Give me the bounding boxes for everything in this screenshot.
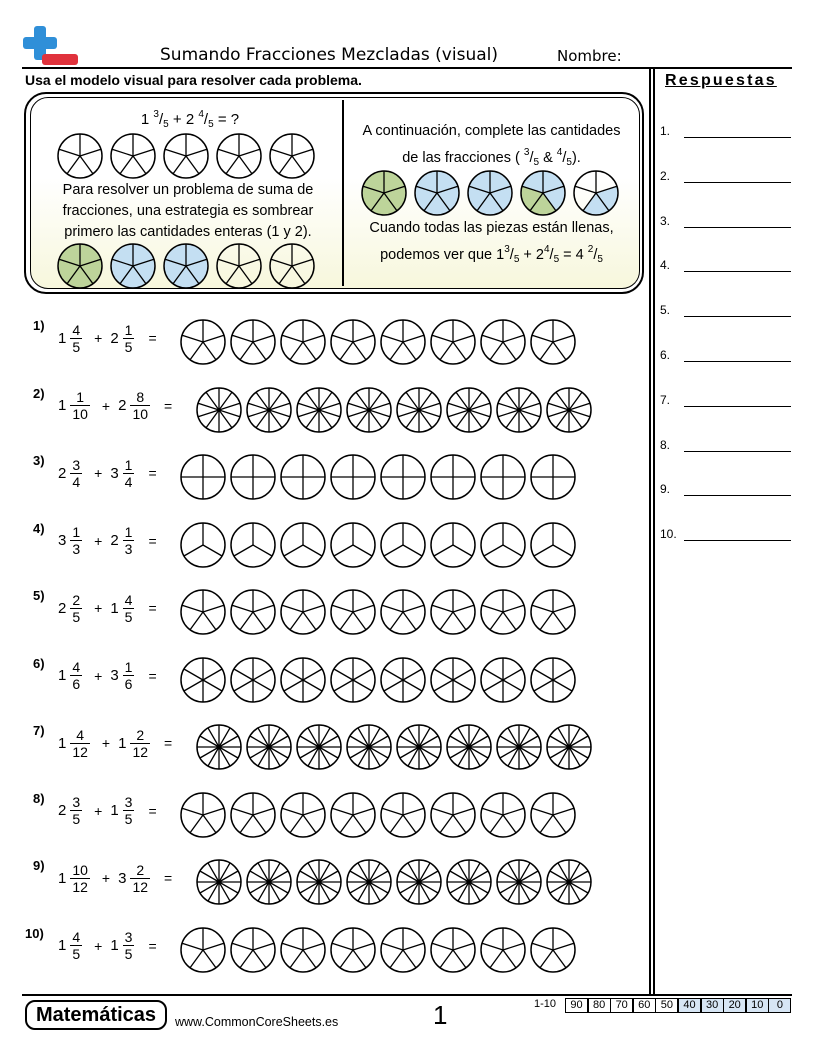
whole-number: 1: [58, 734, 67, 752]
fraction: [70, 322, 82, 355]
fraction: [123, 794, 135, 827]
fraction-circle: [431, 793, 475, 837]
fraction-circle: [331, 793, 375, 837]
fraction-circle: [217, 134, 261, 178]
problem-number: 5): [33, 588, 45, 603]
fraction-circle: [431, 523, 475, 567]
numerator: 4: [72, 929, 81, 945]
fraction-circle: [381, 590, 425, 634]
whole-number: 2: [118, 397, 127, 414]
whole-number: 1: [110, 599, 119, 617]
plus-sign: +: [94, 667, 103, 684]
answer-line[interactable]: [684, 316, 791, 317]
problem-number: 10): [25, 925, 44, 941]
fraction: [123, 659, 135, 692]
fraction-circle: [281, 523, 325, 567]
equals-sign: =: [148, 600, 157, 616]
fraction-circle: [247, 725, 291, 769]
fraction-circle: [531, 320, 575, 364]
denominator: 5: [124, 338, 133, 355]
fraction: [130, 389, 150, 422]
answer-line[interactable]: [684, 137, 791, 138]
whole-number: 1: [58, 329, 67, 347]
answer-line[interactable]: [684, 406, 791, 407]
example-conclusion: [344, 218, 639, 270]
denominator: 12: [132, 743, 149, 760]
fraction-circle: [481, 928, 525, 972]
answer-label: 1.: [660, 124, 671, 138]
worksheet-title: Sumando Fracciones Mezcladas (visual): [160, 45, 498, 65]
problem-number: 2): [33, 385, 45, 401]
whole-number: 1: [58, 869, 67, 887]
answer-label: 2.: [660, 168, 671, 183]
fraction-circle: [347, 860, 391, 904]
denominator: 5: [124, 811, 133, 827]
denominator: 6: [124, 676, 133, 692]
answer-label: 5.: [660, 303, 671, 318]
example-left-text: [38, 180, 338, 243]
score-cell: 30: [701, 998, 724, 1013]
fraction: [123, 524, 135, 557]
fraction-circle: [181, 793, 225, 837]
answer-line[interactable]: [684, 227, 791, 228]
fraction-circles-row: [196, 724, 598, 770]
equals-sign: =: [148, 937, 157, 954]
fraction: [70, 389, 90, 422]
fraction-circle: [281, 320, 325, 364]
plus-sign: +: [94, 600, 103, 616]
fraction-circle: [531, 793, 575, 837]
answer-line[interactable]: [684, 271, 791, 272]
whole-number: 2: [110, 329, 119, 347]
score-cell: 10: [746, 998, 769, 1013]
fraction-circle: [531, 523, 575, 567]
denominator: 5: [124, 946, 133, 962]
whole-number: 3: [58, 532, 67, 549]
answer-label: 6.: [660, 348, 671, 362]
numerator: 4: [72, 321, 81, 338]
fraction-circle: [281, 928, 325, 972]
fraction-circles-row: [180, 522, 582, 568]
fraction-circle: [447, 725, 491, 769]
fraction-circle: [447, 388, 491, 432]
plus-sign: +: [94, 465, 103, 481]
fraction-circle: [431, 928, 475, 972]
fraction-circle: [397, 725, 441, 769]
fraction-circles-row: [180, 927, 582, 973]
numerator: 3: [72, 794, 81, 810]
problem-expression: [58, 588, 161, 628]
fraction-circle: [181, 590, 225, 634]
score-cell: 40: [678, 998, 701, 1013]
fraction-circles-row: [180, 319, 582, 365]
fraction: [130, 727, 150, 760]
fraction-circle: [197, 860, 241, 904]
fraction-circle: [331, 928, 375, 972]
plus-sign: +: [94, 802, 103, 819]
fraction-circle: [231, 793, 275, 837]
fraction: [70, 862, 90, 895]
problem-expression: [58, 521, 161, 561]
fraction-circle: [531, 590, 575, 634]
fraction-circle: [281, 793, 325, 837]
fraction-circle: [397, 860, 441, 904]
fraction-circle: [297, 860, 341, 904]
example-problem: 1 $^3/_5 + 2$ $^4/_5$ = ?: [140, 109, 240, 130]
fraction-circle: [547, 725, 591, 769]
problem-expression: [58, 318, 161, 358]
whole-number: 1: [58, 667, 67, 684]
score-cell: 80: [588, 998, 611, 1013]
denominator: 12: [72, 878, 88, 895]
fraction-circle: [197, 388, 241, 432]
fraction-circle: [281, 455, 325, 499]
problem-expression: [58, 453, 161, 493]
whole-number: 2: [58, 802, 67, 819]
answer-column-divider: [649, 67, 651, 996]
fraction-circle: [381, 793, 425, 837]
header-rule: [22, 67, 792, 69]
fraction-circles-row: [180, 589, 582, 635]
denominator: 6: [72, 676, 81, 692]
fraction-circle: [181, 928, 225, 972]
example-right-line: de las fracciones ( $^3/_5$ & $^4/_5$).: [402, 147, 581, 168]
whole-number: 2: [110, 532, 119, 549]
fraction: [70, 592, 82, 625]
fraction: [70, 659, 82, 692]
fraction-circle: [181, 320, 225, 364]
fraction-circle: [58, 134, 102, 178]
fraction-circles-row: [196, 859, 598, 905]
fraction-circle: [247, 388, 291, 432]
fraction-circle: [574, 171, 618, 215]
problem-number: 1): [33, 318, 45, 333]
answer-label: 3.: [660, 213, 671, 228]
whole-number: 1: [118, 734, 127, 752]
fraction-circle: [197, 725, 241, 769]
whole-number: 1: [110, 937, 119, 954]
score-cell: 50: [655, 998, 678, 1013]
fraction-circle: [431, 658, 475, 702]
plus-sign: +: [101, 397, 111, 414]
equals-sign: =: [148, 465, 157, 481]
denominator: 5: [72, 338, 81, 355]
answer-line[interactable]: [684, 182, 791, 183]
fraction-circle: [331, 320, 375, 364]
fraction-circles-row: [180, 792, 582, 838]
problem-number: 3): [33, 453, 45, 468]
fraction-circle: [481, 658, 525, 702]
denominator: 12: [72, 743, 88, 760]
fraction-circle: [270, 134, 314, 178]
plus-sign: +: [94, 937, 103, 954]
score-cell: 0: [768, 998, 791, 1013]
page-number: 1: [433, 1000, 448, 1030]
fraction: [123, 592, 135, 625]
fraction-circle: [247, 860, 291, 904]
problem-number: 9): [33, 858, 45, 873]
numerator: 10: [72, 861, 88, 878]
denominator: 10: [132, 406, 149, 422]
score-cell: 60: [633, 998, 656, 1013]
fraction-circle: [231, 928, 275, 972]
numerator: 3: [124, 929, 133, 945]
fraction-circle: [331, 590, 375, 634]
score-cell: 20: [723, 998, 746, 1013]
equals-sign: =: [148, 330, 157, 346]
fraction-circle: [297, 725, 341, 769]
plus-sign: +: [94, 532, 103, 549]
numerator: 2: [72, 591, 81, 608]
fraction-circle: [347, 388, 391, 432]
fraction: [123, 457, 135, 490]
problem-number: 6): [33, 655, 45, 671]
fraction-circle: [111, 244, 155, 288]
whole-number: 1: [110, 802, 119, 819]
problem-expression: [58, 723, 176, 763]
fraction-circle: [111, 134, 155, 178]
plus-sign: +: [101, 870, 111, 886]
problem-number: 8): [33, 790, 45, 806]
example-shaded-whole-circles: [56, 243, 318, 289]
example-right-text: [344, 121, 639, 173]
problem-expression: [58, 926, 161, 966]
example-left-line: primero las cantidades enteras (1 y 2).: [64, 224, 312, 240]
example-filled-circles: [360, 170, 622, 216]
fraction-circle: [497, 388, 541, 432]
fraction: [70, 457, 82, 490]
fraction-circle: [58, 244, 102, 288]
fraction-circle: [181, 455, 225, 499]
fraction-circle: [164, 244, 208, 288]
fraction: [130, 862, 150, 895]
answer-line[interactable]: [684, 540, 791, 541]
fraction-circle: [531, 658, 575, 702]
score-cell: 90: [565, 998, 588, 1013]
fraction-circle: [547, 860, 591, 904]
denominator: 4: [72, 473, 81, 490]
fraction-circle: [381, 928, 425, 972]
name-label: Nombre:: [557, 47, 622, 65]
whole-number: 1: [58, 397, 67, 414]
numerator: 2: [130, 862, 150, 879]
numerator: 1: [124, 321, 133, 338]
fraction-circle: [231, 590, 275, 634]
equals-sign: =: [148, 802, 157, 819]
plus-sign: +: [101, 735, 111, 751]
fraction-circle: [468, 171, 512, 215]
fraction: [70, 929, 82, 962]
problem-expression: [58, 858, 176, 898]
fraction-circle: [381, 658, 425, 702]
numerator: 8: [130, 389, 150, 406]
example-conclusion-equation: podemos ver que $1^3/_5 + 2^4/_5 = 4$ $^2/_5$: [380, 244, 603, 265]
example-whole-circles: [56, 133, 318, 179]
fraction-circle: [297, 388, 341, 432]
example-right-line: A continuación, complete las cantidades: [362, 123, 621, 139]
fraction: [70, 794, 82, 827]
fraction-circle: [381, 455, 425, 499]
fraction-circle: [481, 523, 525, 567]
fraction-circle: [415, 171, 459, 215]
example-conclusion-line: Cuando todas las piezas están llenas,: [369, 220, 614, 236]
plus-sign: +: [94, 330, 103, 346]
problem-number: 4): [33, 520, 45, 536]
fraction-circle: [481, 590, 525, 634]
fraction: [70, 524, 82, 557]
whole-number: 1: [58, 937, 67, 954]
fraction: [123, 322, 135, 355]
numerator: 3: [124, 794, 133, 810]
fraction-circle: [281, 590, 325, 634]
fraction-circle: [331, 523, 375, 567]
fraction-circle: [481, 793, 525, 837]
problem-expression: [58, 791, 161, 831]
fraction-circle: [481, 320, 525, 364]
answer-label: 4.: [660, 258, 671, 273]
fraction-circle: [270, 244, 314, 288]
score-cell: 70: [610, 998, 633, 1013]
fraction-circle: [181, 658, 225, 702]
equals-sign: =: [164, 397, 173, 414]
answer-label: 8.: [660, 437, 671, 452]
numerator: 3: [72, 456, 81, 473]
denominator: 10: [72, 406, 88, 422]
equals-sign: =: [164, 870, 173, 886]
footer-rule: [22, 994, 792, 996]
fraction-circle: [431, 590, 475, 634]
numerator: 4: [72, 659, 81, 675]
fraction-circle: [231, 320, 275, 364]
problem-number: 7): [33, 723, 45, 738]
numerator: 1: [70, 389, 90, 406]
answer-column-divider: [653, 67, 655, 996]
fraction-circles-row: [196, 387, 598, 433]
numerator: 1: [72, 524, 81, 540]
example-left-line: Para resolver un problema de suma de: [62, 182, 314, 198]
whole-number: 2: [58, 464, 67, 482]
fraction-circle: [164, 134, 208, 178]
denominator: 5: [72, 946, 81, 962]
fraction: [123, 929, 135, 962]
fraction-circle: [481, 455, 525, 499]
score-range-label: 1-10: [534, 998, 557, 1010]
answer-line[interactable]: [684, 361, 791, 362]
whole-number: 2: [58, 599, 67, 617]
fraction-circle: [381, 523, 425, 567]
numerator: 1: [124, 524, 133, 540]
fraction-circle: [531, 928, 575, 972]
answer-label: 7.: [660, 392, 671, 407]
numerator: 2: [130, 727, 150, 744]
denominator: 5: [72, 811, 81, 827]
brand-badge: Matemáticas: [25, 1000, 167, 1030]
fraction-circle: [431, 455, 475, 499]
whole-number: 3: [118, 869, 127, 887]
fraction-circle: [362, 171, 406, 215]
equals-sign: =: [164, 735, 173, 751]
fraction-circle: [447, 860, 491, 904]
fraction-circles-row: [180, 657, 582, 703]
fraction-circle: [231, 658, 275, 702]
denominator: 5: [72, 608, 81, 625]
numerator: 1: [124, 456, 133, 473]
fraction-circle: [231, 523, 275, 567]
equals-sign: =: [148, 667, 157, 684]
fraction-circle: [397, 388, 441, 432]
fraction-circle: [331, 455, 375, 499]
answer-label: 10.: [660, 527, 677, 542]
answers-title: Respuestas: [665, 72, 777, 89]
fraction: [70, 727, 90, 760]
denominator: 5: [124, 608, 133, 625]
denominator: 3: [72, 541, 81, 557]
fraction-circle: [331, 658, 375, 702]
fraction-circle: [497, 725, 541, 769]
fraction-circles-row: [180, 454, 582, 500]
whole-number: 3: [110, 667, 119, 684]
whole-number: 3: [110, 464, 119, 482]
answer-label: 9.: [660, 482, 671, 497]
fraction-circle: [431, 320, 475, 364]
problem-expression: [58, 656, 161, 696]
fraction-circle: [217, 244, 261, 288]
problem-expression: [58, 386, 176, 426]
fraction-circle: [497, 860, 541, 904]
equals-sign: =: [148, 532, 157, 549]
answer-line[interactable]: [684, 495, 791, 496]
fraction-circle: [181, 523, 225, 567]
plus-minus-logo-icon: [22, 26, 80, 68]
denominator: 4: [124, 473, 133, 490]
fraction-circle: [281, 658, 325, 702]
instructions: Usa el modelo visual para resolver cada problema.: [25, 72, 362, 88]
numerator: 1: [124, 659, 133, 675]
fraction-circle: [547, 388, 591, 432]
fraction-circle: [521, 171, 565, 215]
fraction-circle: [381, 320, 425, 364]
numerator: 4: [124, 591, 133, 608]
denominator: 12: [132, 878, 149, 895]
answer-line[interactable]: [684, 451, 791, 452]
numerator: 4: [70, 727, 90, 744]
fraction-circle: [531, 455, 575, 499]
site-url: www.CommonCoreSheets.es: [175, 1015, 339, 1029]
fraction-circle: [231, 455, 275, 499]
fraction-circle: [347, 725, 391, 769]
denominator: 3: [124, 541, 133, 557]
example-left-line: fracciones, una estrategia es sombrear: [62, 203, 314, 219]
